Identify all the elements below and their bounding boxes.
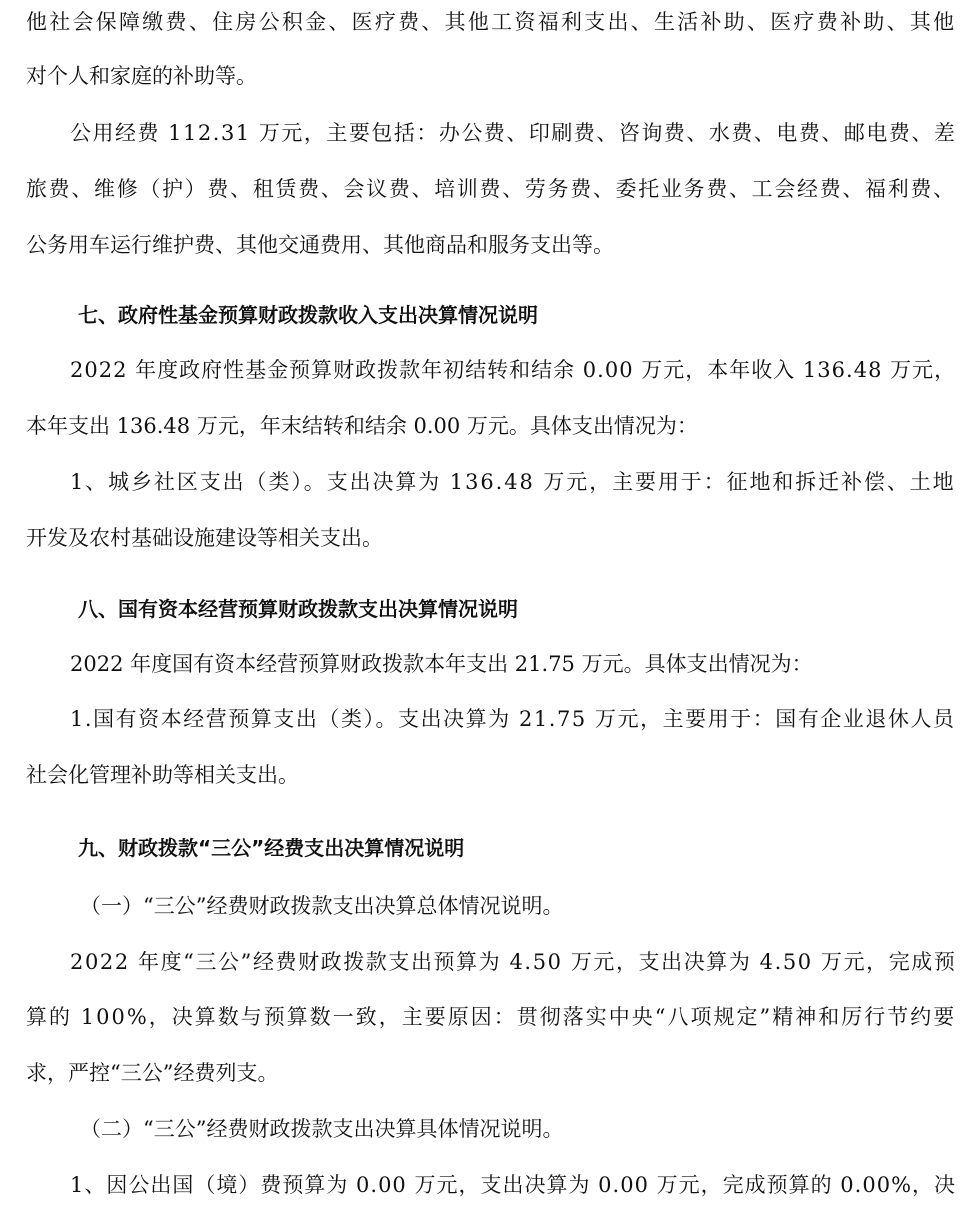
paragraph-line (26, 4, 956, 40)
paragraph-text: 公用经费 112.31 万元，主要包括：办公费、印刷费、咨询费、水费、电费、邮电费、差 (70, 121, 956, 145)
paragraph-line (26, 757, 956, 793)
section-heading (78, 297, 956, 333)
paragraph-line (26, 227, 956, 263)
paragraph-text: 本年支出 136.48 万元，年末结转和结余 0.00 万元。具体支出情况为： (26, 414, 698, 438)
paragraph-text: 对个人和家庭的补助等。 (26, 64, 257, 88)
paragraph-text: 2022 年度“三公”经费财政拨款支出预算为 4.50 万元，支出决算为 4.50 万元，完成预 (70, 950, 956, 974)
paragraph-line (26, 999, 956, 1035)
paragraph-text: 2022 年度政府性基金预算财政拨款年初结转和结余 0.00 万元，本年收入 136.48 万元， (70, 358, 956, 382)
paragraph-text: 2022 年度国有资本经营预算财政拨款本年支出 21.75 万元。具体支出情况为： (70, 652, 813, 676)
section-heading (78, 830, 956, 866)
paragraph-text: 社会化管理补助等相关支出。 (26, 763, 299, 787)
paragraph-line (26, 171, 956, 207)
paragraph-line (26, 520, 956, 556)
subsection-heading (80, 1111, 956, 1147)
paragraph-line (70, 464, 956, 500)
subsection-heading-text: （二）“三公”经费财政拨款支出决算具体情况说明。 (80, 1117, 564, 1141)
paragraph-line (70, 646, 956, 682)
paragraph-line (26, 1055, 956, 1091)
section-heading-text: 八、国有资本经营预算财政拨款支出决算情况说明 (78, 597, 518, 621)
paragraph-text: 求，严控“三公”经费列支。 (26, 1061, 279, 1085)
section-heading-text: 七、政府性基金预算财政拨款收入支出决算情况说明 (78, 303, 538, 327)
paragraph-line (70, 701, 956, 737)
section-heading-text: 九、财政拨款“三公”经费支出决算情况说明 (78, 836, 465, 860)
paragraph-line (70, 352, 956, 388)
paragraph-text: 他社会保障缴费、住房公积金、医疗费、其他工资福利支出、生活补助、医疗费补助、其他 (26, 10, 956, 34)
paragraph-text: 旅费、维修（护）费、租赁费、会议费、培训费、劳务费、委托业务费、工会经费、福利费、 (26, 177, 956, 201)
paragraph-line (26, 408, 956, 444)
paragraph-text: 开发及农村基础设施建设等相关支出。 (26, 526, 383, 550)
paragraph-text: 1、因公出国（境）费预算为 0.00 万元，支出决算为 0.00 万元，完成预算的 0.00%，决 (70, 1173, 956, 1197)
section-heading (78, 591, 956, 627)
paragraph-text: 算的 100%，决算数与预算数一致，主要原因：贯彻落实中央“八项规定”精神和厉行节约要 (26, 1005, 956, 1029)
paragraph-line (26, 58, 956, 94)
subsection-heading (80, 888, 956, 924)
subsection-heading-text: （一）“三公”经费财政拨款支出决算总体情况说明。 (80, 894, 564, 918)
paragraph-line (70, 115, 956, 151)
paragraph-text: 公务用车运行维护费、其他交通费用、其他商品和服务支出等。 (26, 233, 614, 257)
paragraph-text: 1.国有资本经营预算支出（类）。支出决算为 21.75 万元，主要用于：国有企业退休人员 (70, 707, 956, 731)
paragraph-line (70, 944, 956, 980)
paragraph-text: 1、城乡社区支出（类）。支出决算为 136.48 万元，主要用于：征地和拆迁补偿、土地 (70, 470, 956, 494)
paragraph-line (70, 1167, 956, 1203)
